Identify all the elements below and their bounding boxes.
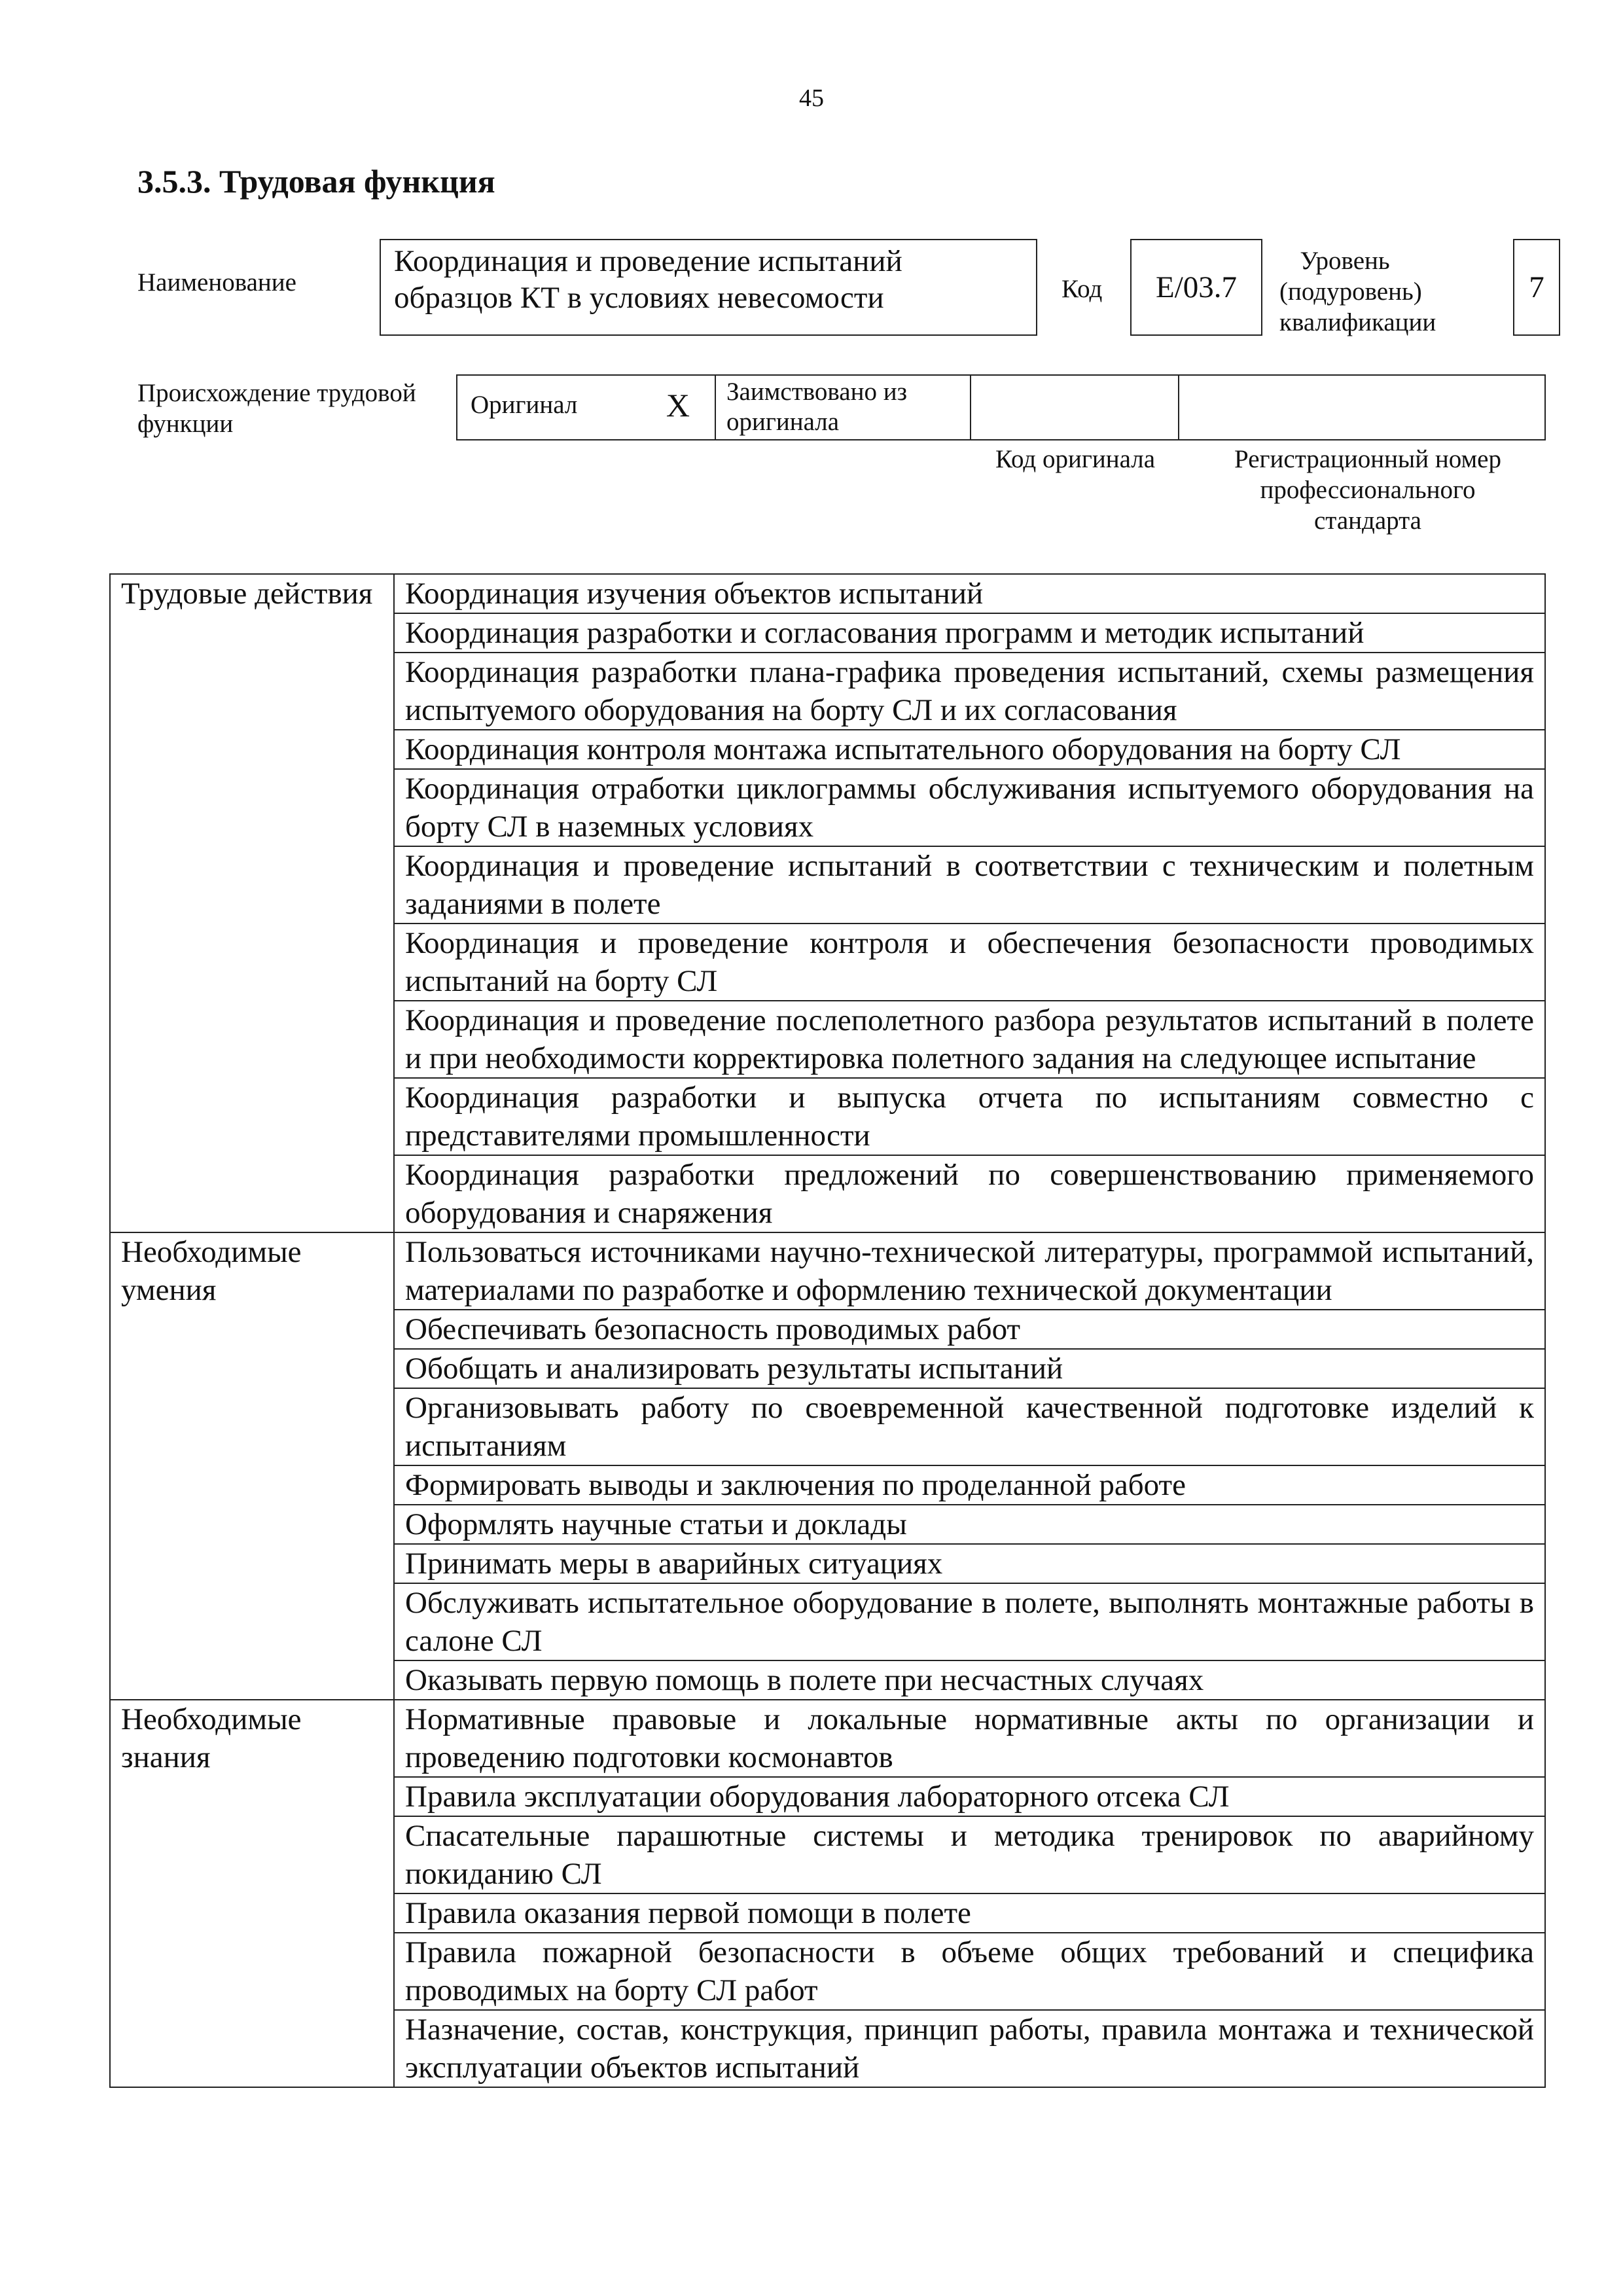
section-title-cell: Необходимые умения: [110, 1232, 394, 1700]
origin-label: Происхождение трудовой функции: [137, 379, 416, 438]
original-code-cell: [971, 376, 1179, 439]
list-item: Обеспечивать безопасность проводимых работ: [394, 1310, 1545, 1349]
list-item: Координация и проведение контроля и обеспечения безопасности проводимых испытаний на борту СЛ: [394, 924, 1545, 1001]
original-cell: [457, 376, 716, 439]
list-item: Координация разработки плана-графика проведения испытаний, схемы размещения испытуемого оборудования на борту СЛ и их согласования: [394, 653, 1545, 730]
code-label: Код: [1061, 275, 1103, 303]
list-item: Обслуживать испытательное оборудование в полете, выполнять монтажные работы в салоне СЛ: [394, 1583, 1545, 1660]
list-item: Координация разработки и согласования программ и методик испытаний: [394, 613, 1545, 653]
list-item: Координация изучения объектов испытаний: [394, 574, 1545, 613]
list-item: Оформлять научные статьи и доклады: [394, 1505, 1545, 1544]
section-title-cell: Необходимые знания: [110, 1700, 394, 2087]
table-row: [110, 1232, 1545, 1310]
name-label: Наименование: [137, 268, 296, 296]
original-label: Оригинал: [471, 391, 578, 419]
level-label: Уровень (подуровень) квалификации: [1279, 247, 1436, 336]
list-item: Правила оказания первой помощи в полете: [394, 1893, 1545, 1933]
table-row: [110, 574, 1545, 613]
list-item: Обобщать и анализировать результаты испытаний: [394, 1349, 1545, 1388]
list-item: Координация и проведение послеполетного разбора результатов испытаний в полете и при необходимости корректировка полетного задания на следующее испытание: [394, 1001, 1545, 1078]
reg-number-caption: Регистрационный номер профессионального стандарта: [1234, 445, 1501, 535]
list-item: Координация разработки предложений по совершенствованию применяемого оборудования и снаряжения: [394, 1155, 1545, 1232]
original-mark: X: [666, 387, 690, 423]
list-item: Пользоваться источниками научно-технической литературы, программой испытаний, материалами по разработке и оформлению технической документации: [394, 1232, 1545, 1310]
code-value: E/03.7: [1130, 239, 1262, 336]
borrowed-label: Заимствовано из оригинала: [716, 376, 971, 439]
code-original-caption: Код оригинала: [995, 445, 1156, 473]
list-item: Правила пожарной безопасности в объеме общих требований и специфика проводимых на борту СЛ работ: [394, 1933, 1545, 2010]
list-item: Координация контроля монтажа испытательного оборудования на борту СЛ: [394, 730, 1545, 769]
list-item: Координация и проведение испытаний в соответствии с техническим и полетным заданиями в полете: [394, 846, 1545, 924]
section-title: 3.5.3. Трудовая функция: [137, 163, 495, 200]
list-item: Назначение, состав, конструкция, принцип работы, правила монтажа и технической эксплуатации объектов испытаний: [394, 2010, 1545, 2087]
origin-row: [456, 374, 1546, 440]
level-value: 7: [1513, 239, 1560, 336]
list-item: Организовывать работу по своевременной качественной подготовке изделий к испытаниям: [394, 1388, 1545, 1465]
list-item: Спасательные парашютные системы и методика тренировок по аварийному покиданию СЛ: [394, 1816, 1545, 1893]
reg-number-cell: [1179, 376, 1544, 439]
page-number: 45: [799, 84, 824, 112]
list-item: Нормативные правовые и локальные нормативные акты по организации и проведению подготовки космонавтов: [394, 1700, 1545, 1777]
list-item: Формировать выводы и заключения по проделанной работе: [394, 1465, 1545, 1505]
section-title-cell: Трудовые действия: [110, 574, 394, 1232]
list-item: Координация разработки и выпуска отчета по испытаниям совместно с представителями промышленности: [394, 1078, 1545, 1155]
list-item: Оказывать первую помощь в полете при несчастных случаях: [394, 1660, 1545, 1700]
function-name: Координация и проведение испытаний образцов КТ в условиях невесомости: [380, 239, 1037, 336]
list-item: Принимать меры в аварийных ситуациях: [394, 1544, 1545, 1583]
table-row: [110, 1700, 1545, 1777]
list-item: Правила эксплуатации оборудования лабораторного отсека СЛ: [394, 1777, 1545, 1816]
competency-table: [109, 573, 1546, 2088]
list-item: Координация отработки циклограммы обслуживания испытуемого оборудования на борту СЛ в наземных условиях: [394, 769, 1545, 846]
